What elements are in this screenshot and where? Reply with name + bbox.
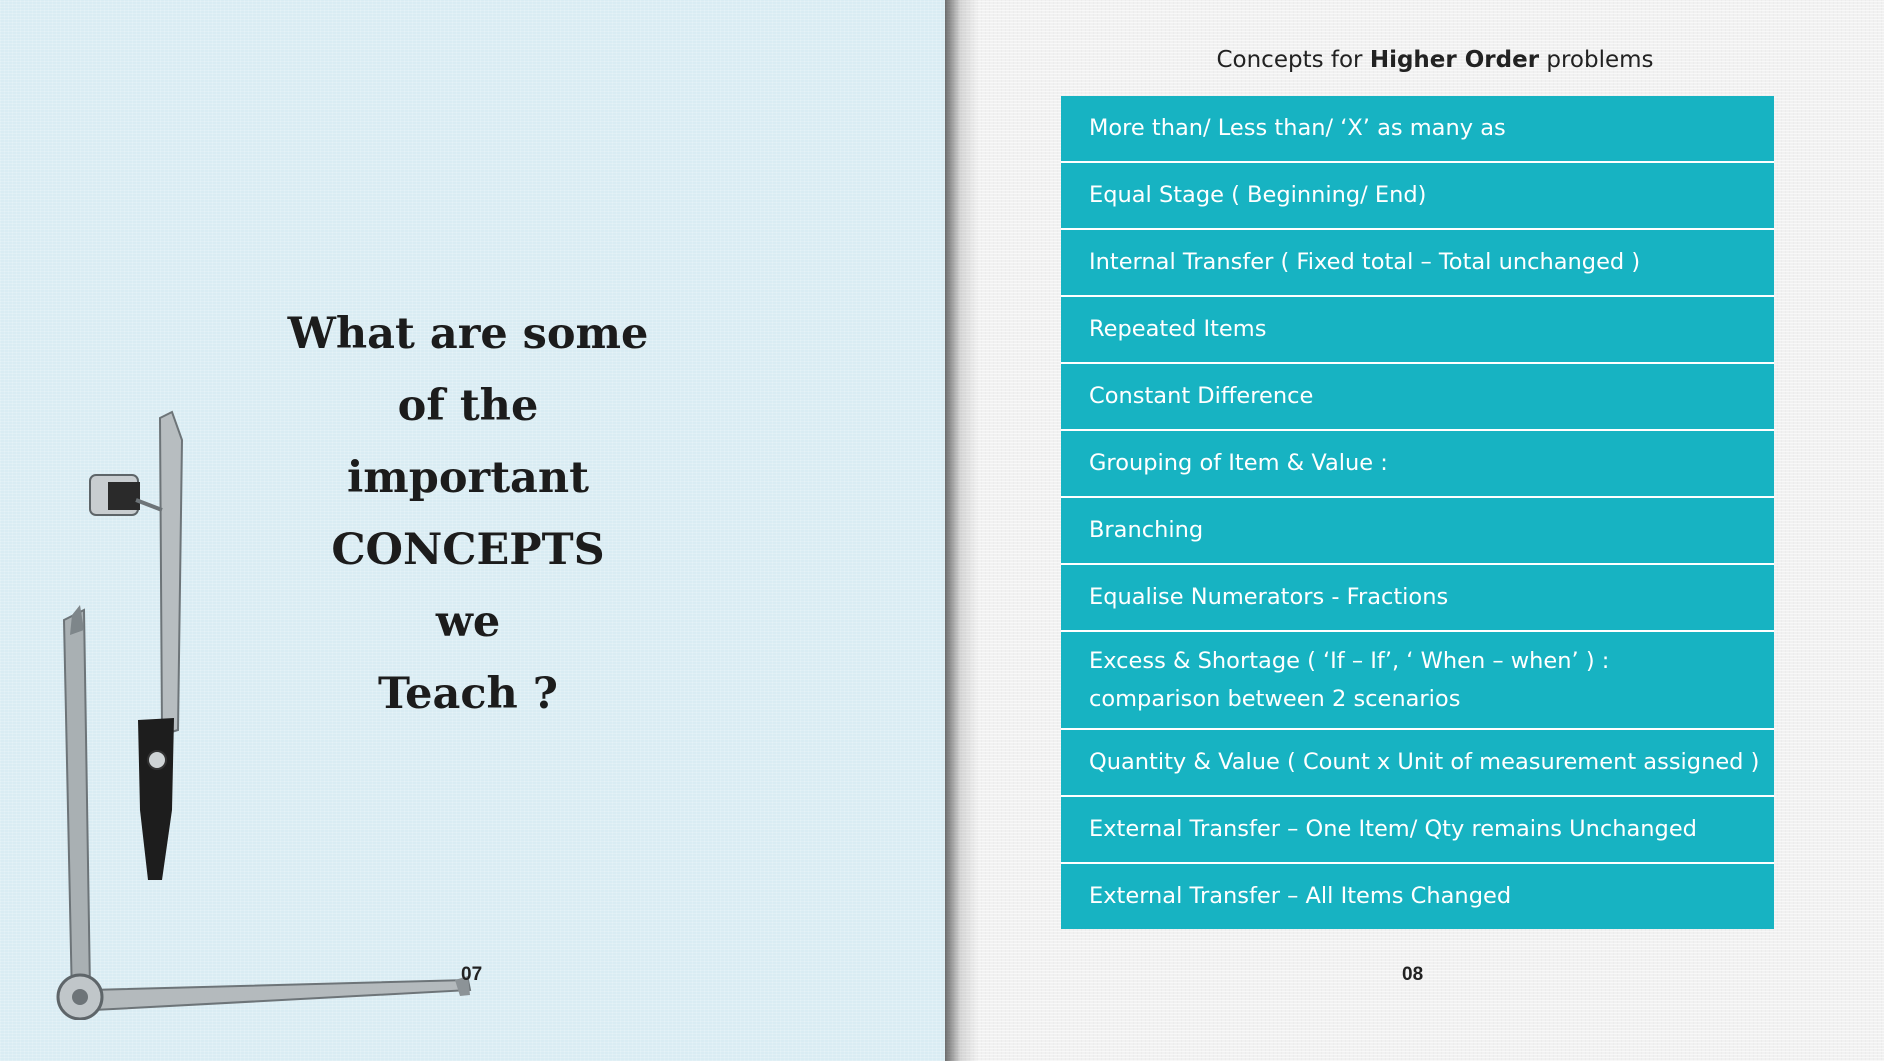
concept-item: Equal Stage ( Beginning/ End) [1061, 163, 1774, 230]
heading-line: Teach ? [378, 669, 558, 719]
concept-item: External Transfer – All Items Changed [1061, 864, 1774, 929]
concept-item: Constant Difference [1061, 364, 1774, 431]
concept-line: Excess & Shortage ( ‘If – If’, ‘ When – when’ ) : [1089, 648, 1610, 674]
left-page-heading [268, 298, 668, 730]
concept-item: Quantity & Value ( Count x Unit of measurement assigned ) [1061, 730, 1774, 797]
title-bold: Higher Order [1369, 47, 1540, 73]
title-suffix: problems [1539, 47, 1654, 73]
page-number-right: 08 [1402, 964, 1424, 985]
heading-line: we [435, 597, 501, 647]
concept-item: Repeated Items [1061, 297, 1774, 364]
concepts-title [1060, 47, 1810, 73]
concept-item: Equalise Numerators - Fractions [1061, 565, 1774, 632]
concept-item: More than/ Less than/ ‘X’ as many as [1061, 96, 1774, 163]
heading-line: What are some [287, 309, 649, 359]
concept-line: comparison between 2 scenarios [1089, 686, 1461, 712]
concepts-list [1061, 96, 1774, 929]
concept-item: Internal Transfer ( Fixed total – Total unchanged ) [1061, 230, 1774, 297]
page-number-left: 07 [461, 964, 483, 985]
heading-line: of the [397, 381, 539, 431]
spine-shadow [945, 0, 979, 1061]
heading-line: CONCEPTS [331, 525, 605, 575]
concept-item: Grouping of Item & Value : [1061, 431, 1774, 498]
concept-item: Branching [1061, 498, 1774, 565]
title-prefix: Concepts for [1216, 47, 1370, 73]
concept-item [1061, 632, 1774, 730]
concept-item: External Transfer – One Item/ Qty remains Unchanged [1061, 797, 1774, 864]
heading-line: important [346, 453, 590, 503]
